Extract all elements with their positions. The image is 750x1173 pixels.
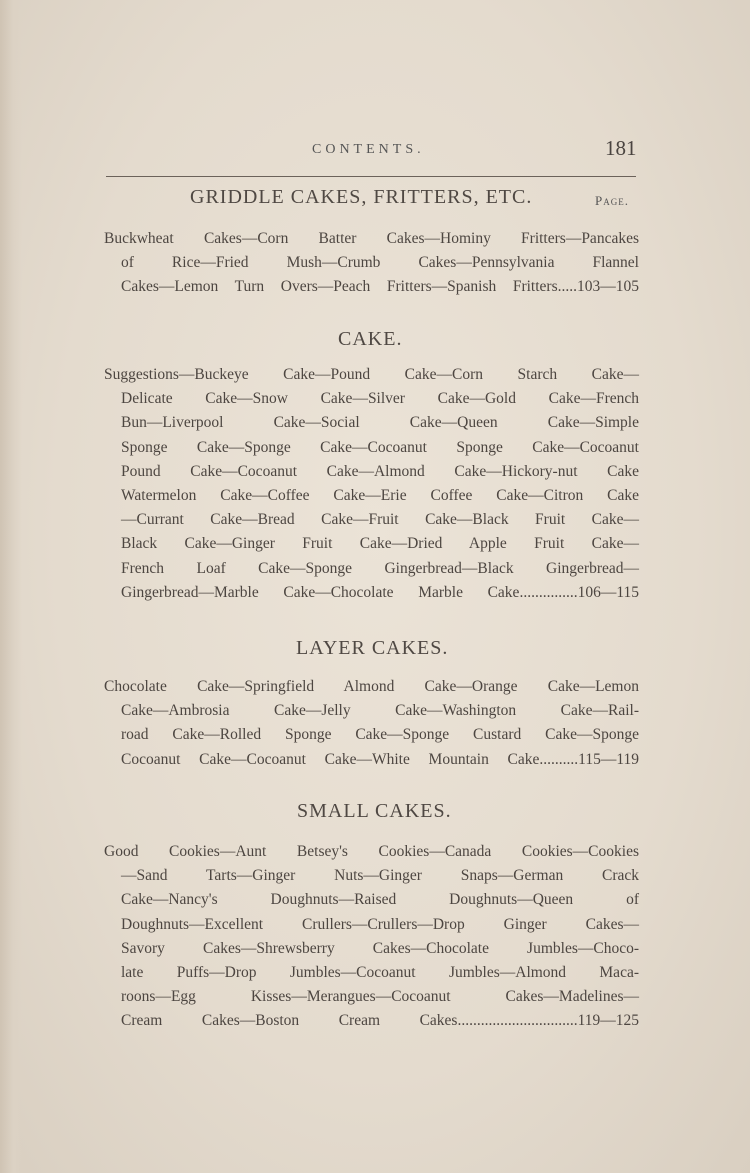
page-column-label: Page.	[595, 193, 629, 208]
entry-line: roons—Egg Kisses—Merangues—Cocoanut Cakes—Madelines—	[121, 988, 639, 1006]
page-edge-shadow	[0, 0, 22, 1173]
entry-line: Pound Cake—Cocoanut Cake—Almond Cake—Hickory-nut Cake	[121, 462, 639, 480]
section-title-cake: CAKE.	[338, 328, 403, 350]
running-title: CONTENTS.	[312, 142, 425, 157]
entry-line: —Sand Tarts—Ginger Nuts—Ginger Snaps—German Crack	[121, 867, 639, 885]
section-entry-small-cakes	[104, 840, 639, 1034]
section-title-griddle-cakes: GRIDDLE CAKES, FRITTERS, ETC.	[190, 186, 533, 208]
page-number: 181	[605, 136, 637, 160]
entry-line: late Puffs—Drop Jumbles—Cocoanut Jumbles—Almond Maca-	[121, 964, 639, 982]
entry-line: of Rice—Fried Mush—Crumb Cakes—Pennsylvania Flannel	[121, 254, 639, 272]
section-title-small-cakes: SMALL CAKES.	[297, 800, 452, 822]
entry-line: road Cake—Rolled Sponge Cake—Sponge Custard Cake—Sponge	[121, 726, 639, 744]
entry-line: Chocolate Cake—Springfield Almond Cake—Orange Cake—Lemon	[104, 678, 639, 695]
entry-line: Suggestions—Buckeye Cake—Pound Cake—Corn Starch Cake—	[104, 366, 639, 383]
section-entry-layer-cakes	[104, 675, 639, 772]
entry-line: Gingerbread—Marble Cake—Chocolate Marble Cake...............106—115	[121, 583, 639, 601]
entry-line: Buckwheat Cakes—Corn Batter Cakes—Hominy Fritters—Pancakes	[104, 230, 639, 247]
entry-line: Cakes—Lemon Turn Overs—Peach Fritters—Spanish Fritters.....103—105	[121, 278, 639, 296]
entry-line: Bun—Liverpool Cake—Social Cake—Queen Cake—Simple	[121, 414, 639, 432]
entry-line: Good Cookies—Aunt Betsey's Cookies—Canada Cookies—Cookies	[104, 843, 639, 860]
entry-line: Cake—Ambrosia Cake—Jelly Cake—Washington Cake—Rail-	[121, 702, 639, 720]
entry-line: Cocoanut Cake—Cocoanut Cake—White Mountain Cake..........115—119	[121, 750, 639, 768]
entry-line: Savory Cakes—Shrewsberry Cakes—Chocolate Jumbles—Choco-	[121, 939, 639, 957]
entry-line: —Currant Cake—Bread Cake—Fruit Cake—Black Fruit Cake—	[121, 511, 639, 529]
entry-line: Sponge Cake—Sponge Cake—Cocoanut Sponge Cake—Cocoanut	[121, 438, 639, 456]
entry-line: Delicate Cake—Snow Cake—Silver Cake—Gold Cake—French	[121, 390, 639, 408]
section-entry-cake	[104, 363, 639, 605]
entry-line: French Loaf Cake—Sponge Gingerbread—Black Gingerbread—	[121, 559, 639, 577]
entry-line: Doughnuts—Excellent Crullers—Crullers—Drop Ginger Cakes—	[121, 915, 639, 933]
entry-line: Black Cake—Ginger Fruit Cake—Dried Apple Fruit Cake—	[121, 535, 639, 553]
entry-line: Cream Cakes—Boston Cream Cakes...............................119—125	[121, 1012, 639, 1030]
section-entry-griddle-cakes	[104, 227, 639, 300]
header-rule	[106, 176, 636, 177]
entry-line: Cake—Nancy's Doughnuts—Raised Doughnuts—Queen of	[121, 891, 639, 909]
entry-line: Watermelon Cake—Coffee Cake—Erie Coffee Cake—Citron Cake	[121, 487, 639, 505]
section-title-layer-cakes: LAYER CAKES.	[296, 637, 449, 659]
